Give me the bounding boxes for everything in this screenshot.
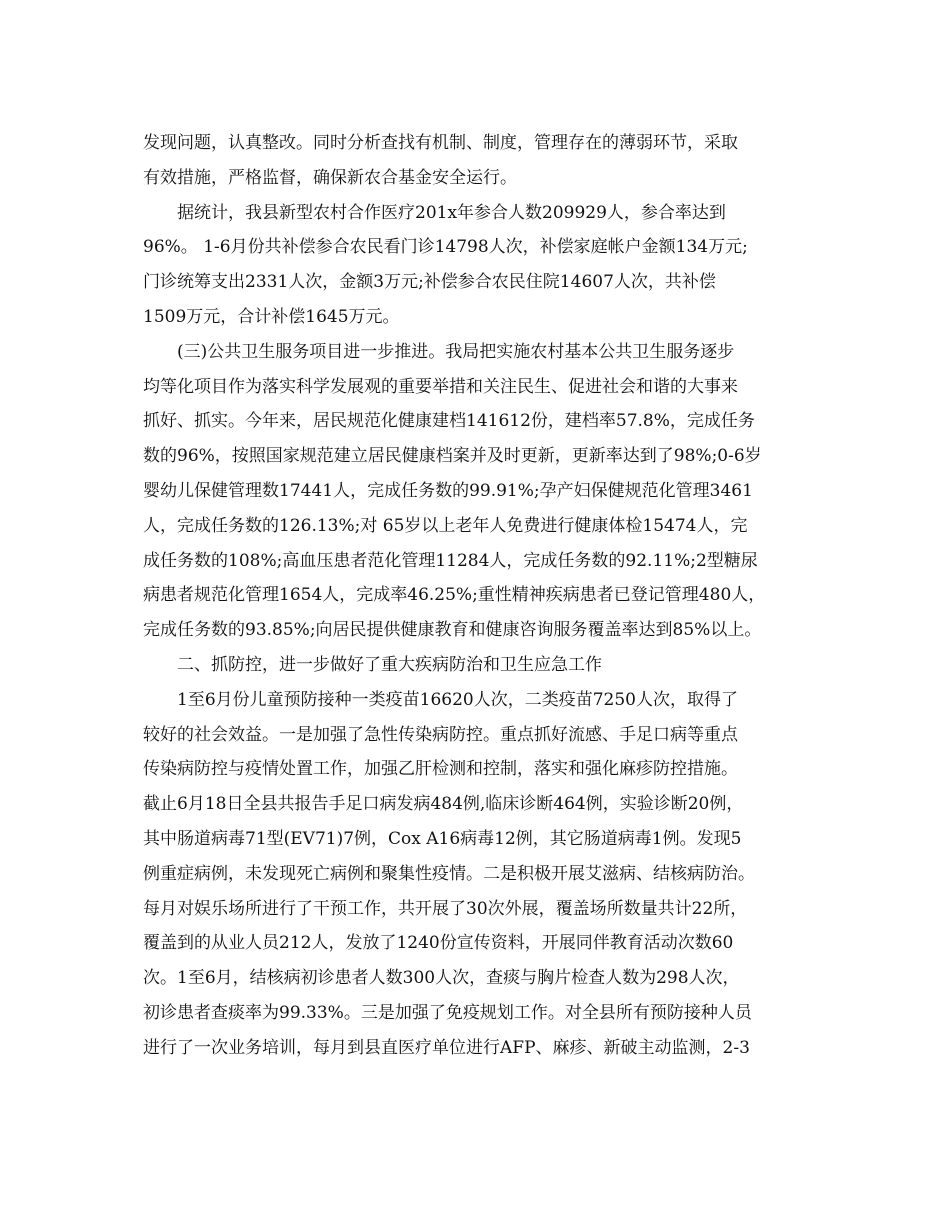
text-line: 抓好、抓实。今年来，居民规范化健康建档141612份，建档率57.8%，完成任务 bbox=[143, 411, 755, 432]
text-line: 例重症病例，未发现死亡病例和聚集性疫情。二是积极开展艾滋病、结核病防治。 bbox=[143, 863, 755, 884]
text-line: 数的96%，按照国家规范建立居民健康档案并及时更新，更新率达到了98%;0-6岁 bbox=[143, 446, 762, 467]
text-line: 病患者规范化管理1654人，完成率46.25%;重性精神疾病患者已登记管理480人， bbox=[143, 585, 766, 606]
text-line: 成任务数的108%;高血压患者范化管理11284人，完成任务数的92.11%;2型糖尿 bbox=[143, 550, 758, 571]
text-line: 二、抓防控，进一步做好了重大疾病防治和卫生应急工作 bbox=[177, 654, 602, 675]
text-line: 覆盖到的从业人员212人，发放了1240份宣传资料，开展同伴教育活动次数60 bbox=[143, 933, 734, 954]
text-line: 人，完成任务数的126.13%;对 65岁以上老年人免费进行健康体检15474人，完 bbox=[143, 515, 748, 536]
text-line: 较好的社会效益。一是加强了急性传染病防控。重点抓好流感、手足口病等重点 bbox=[143, 724, 738, 745]
text-line: 门诊统筹支出2331人次，金额3万元;补偿参合农民住院14607人次，共补偿 bbox=[143, 272, 716, 293]
text-line: 其中肠道病毒71型(EV71)7例，Cox A16病毒12例，其它肠道病毒1例。发现5 bbox=[143, 828, 742, 849]
text-line: 截止6月18日全县共报告手足口病发病484例,临床诊断464例，实验诊断20例， bbox=[143, 794, 744, 815]
text-line: 婴幼儿保健管理数17441人，完成任务数的99.91%;孕产妇保健规范化管理3461 bbox=[143, 480, 753, 501]
text-line: 据统计，我县新型农村合作医疗201x年参合人数209929人，参合率达到 bbox=[177, 202, 726, 223]
text-line: 每月对娱乐场所进行了干预工作，共开展了30次外展，覆盖场所数量共计22所， bbox=[143, 898, 748, 919]
text-line: 传染病防控与疫情处置工作，加强乙肝检测和控制，落实和强化麻疹防控措施。 bbox=[143, 759, 738, 780]
document-page bbox=[143, 126, 811, 1066]
text-line: (三)公共卫生服务项目进一步推进。我局把实施农村基本公共卫生服务逐步 bbox=[177, 341, 735, 362]
text-line: 1至6月份儿童预防接种一类疫苗16620人次，二类疫苗7250人次，取得了 bbox=[177, 689, 738, 710]
text-line: 1509万元，合计补偿1645万元。 bbox=[143, 306, 400, 327]
text-line: 有效措施，严格监督，确保新农合基金安全运行。 bbox=[143, 167, 517, 188]
text-line: 完成任务数的93.85%;向居民提供健康教育和健康咨询服务覆盖率达到85%以上。 bbox=[143, 620, 762, 641]
text-line: 均等化项目作为落实科学发展观的重要举措和关注民生、促进社会和谐的大事来 bbox=[143, 376, 738, 397]
text-line: 进行了一次业务培训，每月到县直医疗单位进行AFP、麻疹、新破主动监测，2-3 bbox=[143, 1037, 750, 1058]
text-line: 初诊患者查痰率为99.33%。三是加强了免疫规划工作。对全县所有预防接种人员 bbox=[143, 1002, 752, 1023]
text-line: 次。1至6月，结核病初诊患者人数300人次，查痰与胸片检查人数为298人次， bbox=[143, 968, 740, 989]
text-line: 发现问题，认真整改。同时分析查找有机制、制度，管理存在的薄弱环节，采取 bbox=[143, 133, 738, 153]
text-line: 96%。 1-6月份共补偿参合农民看门诊14798人次，补偿家庭帐户金额134万元; bbox=[143, 237, 748, 258]
